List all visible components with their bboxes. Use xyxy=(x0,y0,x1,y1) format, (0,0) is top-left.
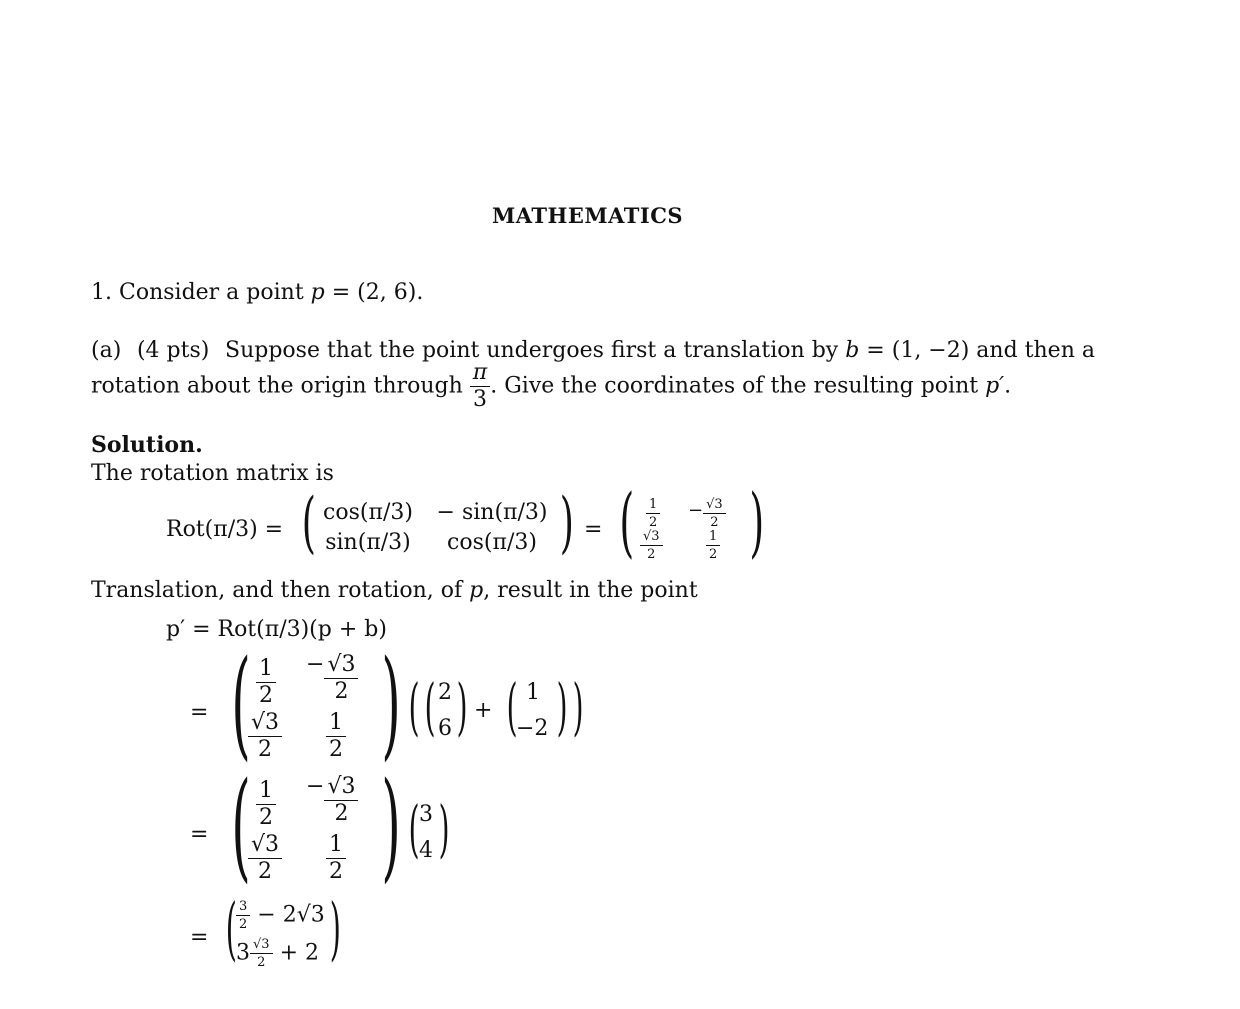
fraction-numerator: 1 xyxy=(326,834,346,859)
left-paren: ( xyxy=(424,670,436,743)
fraction-root3-over-2 xyxy=(703,498,726,529)
translation-text-1: Translation, and then rotation, of xyxy=(91,578,470,603)
vector-b: b xyxy=(845,338,860,363)
fraction-denominator: 2 xyxy=(710,515,719,530)
point-p-prime: p′ xyxy=(985,373,1005,399)
fraction-root3-over-2 xyxy=(640,530,663,561)
minus-sign: − xyxy=(688,499,704,521)
equals-sign: = xyxy=(190,925,209,950)
matrix-cell: − sin(π/3) xyxy=(436,500,548,525)
fraction-denominator: 2 xyxy=(257,955,266,970)
left-paren: ( xyxy=(506,670,518,743)
rotation-matrix-large xyxy=(218,634,401,772)
rotation-matrix-intro: The rotation matrix is xyxy=(91,461,334,486)
fraction-numerator: 1 xyxy=(256,780,276,805)
right-paren: ) xyxy=(381,756,401,894)
rotation-lhs: Rot(π/3) = xyxy=(166,517,284,542)
solution-heading: Solution. xyxy=(91,432,203,458)
left-paren: ( xyxy=(225,890,237,969)
vector-sum-expression xyxy=(402,670,592,748)
point-p: p xyxy=(310,280,325,305)
final-y-rest: + 2 xyxy=(279,940,319,966)
matrix-cell: sin(π/3) xyxy=(325,530,411,555)
matrix-cell: cos(π/3) xyxy=(447,530,537,555)
fraction-one-half xyxy=(256,658,276,707)
fraction-denominator: 2 xyxy=(334,801,349,826)
part-a-line2-text: rotation about the origin through xyxy=(91,373,470,399)
fraction-denominator: 2 xyxy=(259,805,273,830)
fraction-numerator: 1 xyxy=(326,712,346,737)
part-a-points: (4 pts) xyxy=(136,338,210,363)
matrix-cell xyxy=(688,498,726,529)
fraction-one-half xyxy=(326,712,346,761)
fraction-root3-over-2 xyxy=(324,776,358,825)
fraction-numerator: 1 xyxy=(646,498,660,514)
translation-text-2: , result in the point xyxy=(483,578,698,603)
final-x-rest: − 2√3 xyxy=(257,902,325,928)
fraction-one-half xyxy=(256,780,276,829)
vector-p-y: 6 xyxy=(438,716,452,741)
equals-sign: = xyxy=(190,700,209,725)
fraction-denominator: 2 xyxy=(258,737,272,762)
fraction-numerator: √3 xyxy=(250,938,273,954)
matrix-cell: cos(π/3) xyxy=(323,500,413,525)
fraction-denominator: 2 xyxy=(334,679,349,704)
vector-b-y: −2 xyxy=(516,716,549,741)
fraction-denominator: 2 xyxy=(259,683,273,708)
minus-sign: − xyxy=(306,651,325,677)
rotation-matrix-symbolic xyxy=(296,484,576,567)
final-y xyxy=(236,938,319,969)
pi-over-3-fraction xyxy=(470,362,490,411)
period: . xyxy=(1004,373,1012,399)
fraction-numerator: √3 xyxy=(248,712,282,737)
right-paren: ) xyxy=(556,670,568,743)
part-a-text-2: = (1, −2) and then a xyxy=(859,338,1095,363)
right-paren: ) xyxy=(329,890,341,969)
left-paren: ( xyxy=(408,792,420,865)
left-paren: ( xyxy=(231,756,251,894)
problem-number: 1. xyxy=(91,280,112,305)
final-x xyxy=(236,900,325,931)
rotation-matrix-large xyxy=(218,756,401,894)
fraction-one-half xyxy=(646,498,660,529)
fraction-numerator: √3 xyxy=(703,498,726,514)
fraction-root3-over-2 xyxy=(248,834,282,883)
left-paren: ( xyxy=(619,477,635,566)
left-paren: ( xyxy=(231,634,251,772)
final-result-vector xyxy=(218,890,348,974)
outer-left-paren: ( xyxy=(408,670,420,743)
problem-intro-text: Consider a point xyxy=(119,280,311,305)
fraction-numerator: 3 xyxy=(236,900,250,916)
fraction-numerator: 1 xyxy=(256,658,276,683)
left-paren: ( xyxy=(301,484,316,561)
point-p-value: = (2, 6). xyxy=(324,280,424,305)
part-a-label: (a) xyxy=(91,338,122,363)
document-title: MATHEMATICS xyxy=(492,203,684,228)
vector-b-x: 1 xyxy=(526,680,540,705)
equals-sign: = xyxy=(190,822,209,847)
point-p: p xyxy=(469,578,484,603)
fraction-denominator: 2 xyxy=(647,547,656,562)
minus-sign: − xyxy=(306,773,325,799)
fraction-numerator: √3 xyxy=(324,776,358,801)
part-a-text xyxy=(225,338,1095,363)
fraction-denominator: 2 xyxy=(239,917,248,932)
fraction-denominator: 2 xyxy=(329,859,343,884)
matrix-cell xyxy=(306,651,358,704)
fraction-root3-over-2 xyxy=(248,712,282,761)
right-paren: ) xyxy=(381,634,401,772)
right-paren: ) xyxy=(456,670,468,743)
fraction-denominator: 2 xyxy=(709,547,718,562)
part-a-text-1: Suppose that the point undergoes first a translation by xyxy=(225,338,846,363)
fraction-denominator: 3 xyxy=(472,387,487,412)
final-y-coef: 3 xyxy=(236,940,250,966)
fraction-numerator: 1 xyxy=(706,530,720,546)
vector-sum-x: 3 xyxy=(419,802,433,827)
fraction-root3-over-2 xyxy=(250,938,273,969)
plus-sign: + xyxy=(474,698,493,723)
vector-sum-result xyxy=(402,792,452,870)
right-paren: ) xyxy=(749,477,765,566)
fraction-one-half xyxy=(326,834,346,883)
fraction-root3-over-2 xyxy=(324,654,358,703)
fraction-three-halves xyxy=(236,900,250,931)
vector-p-x: 2 xyxy=(438,680,452,705)
fraction-numerator: √3 xyxy=(640,530,663,546)
part-a-line2-text-2: . Give the coordinates of the resulting point xyxy=(490,373,986,399)
equals-sign: = xyxy=(584,517,603,542)
right-paren: ) xyxy=(559,484,574,561)
problem-intro xyxy=(91,280,423,305)
fraction-numerator: √3 xyxy=(248,834,282,859)
part-a-line2 xyxy=(91,362,1011,411)
fraction-denominator: 2 xyxy=(258,859,272,884)
vector-sum-y: 4 xyxy=(419,838,433,863)
fraction-numerator: √3 xyxy=(324,654,358,679)
part-a-line1 xyxy=(91,338,1095,363)
fraction-denominator: 2 xyxy=(329,737,343,762)
translation-text xyxy=(91,578,698,603)
fraction-one-half xyxy=(706,530,720,561)
fraction-numerator: π xyxy=(470,362,490,387)
matrix-cell xyxy=(306,773,358,826)
derivation-step-0: p′ = Rot(π/3)(p + b) xyxy=(166,617,387,642)
outer-right-paren: ) xyxy=(572,670,584,743)
right-paren: ) xyxy=(438,792,450,865)
fraction-denominator: 2 xyxy=(649,515,658,530)
rotation-matrix-numeric xyxy=(612,477,772,572)
